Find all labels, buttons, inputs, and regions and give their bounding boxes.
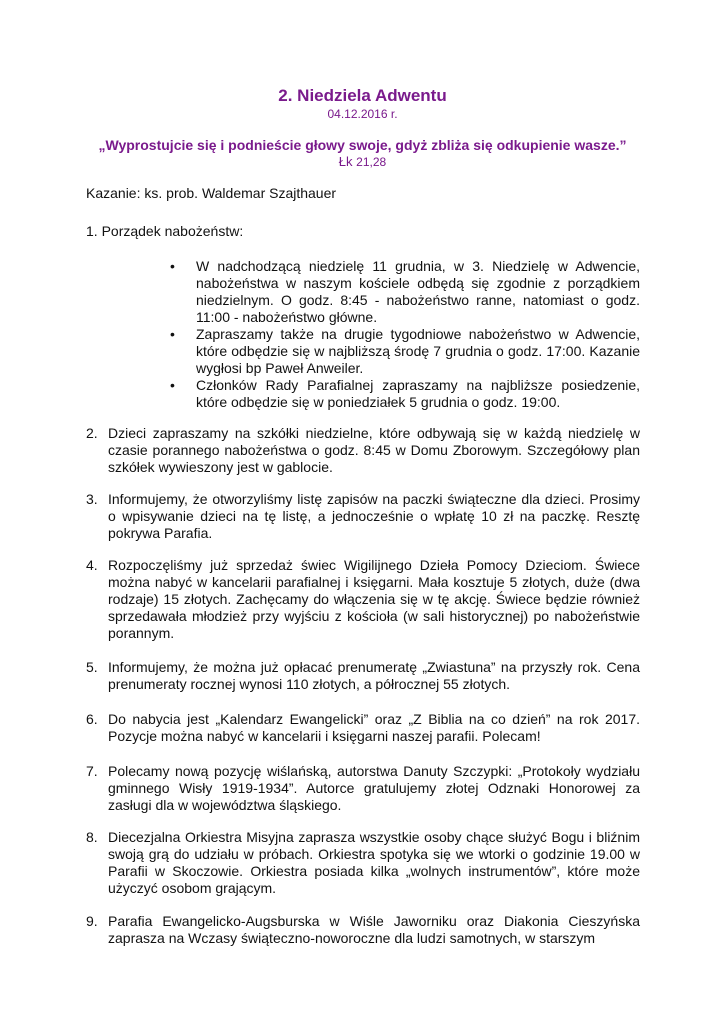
item-number: 3. xyxy=(86,491,98,507)
item-text: Polecamy nową pozycję wiślańską, autorstwa Danuty Szczypki: „Protokoły wydziału gminnego Wisły 1919-1934”. Autorce gratulujemy złotej Odznaki Honorowej za zasługi dla w województwa śląskiego. xyxy=(108,763,640,813)
announcement-item xyxy=(86,913,640,947)
item-number: 5. xyxy=(86,659,98,675)
item-number: 4. xyxy=(86,557,98,573)
page-date: 04.12.2016 r. xyxy=(327,107,398,121)
announcement-item xyxy=(86,763,640,814)
announcement-item xyxy=(86,829,640,897)
item-text: Diecezjalna Orkiestra Misyjna zaprasza wszystkie osoby chące służyć Bogu i bliźnim swoją grą do udziału w próbach. Orkiestra spotyka się we wtorki o godzinie 19.00 w Parafii w Skoczowie. Orkiestra posiada kilka „wolnych instrumentów”, które może użyczyć osobom grającym. xyxy=(108,829,640,896)
announcement-item xyxy=(86,711,640,745)
bullet-icon: • xyxy=(170,258,175,274)
page-title: 2. Niedziela Adwentu xyxy=(278,86,447,105)
bullet-icon: • xyxy=(170,326,175,342)
bible-reference-verse: 21,28 xyxy=(356,155,387,169)
item-text: Rozpoczęliśmy już sprzedaż świec Wigilijnego Dzieła Pomocy Dzieciom. Świece można nabyć w kancelarii parafialnej i księgarni. Mała kosztuje 5 złotych, duże (dwa rodzaje) 15 złotych. Zachęcamy do włączenia się w tę akcję. Świece będzie również sprzedawała młodzież przy wyjściu z kościoła (w sali historycznej) po nabożeństwie porannym. xyxy=(108,557,640,641)
bible-quote: „Wyprostujcie się i podnieście głowy swoje, gdyż zbliża się odkupienie wasze.” xyxy=(98,137,627,153)
bullet-list xyxy=(170,258,640,411)
section-heading: 1. Porządek nabożeństw: xyxy=(86,223,244,239)
item-number: 9. xyxy=(86,913,98,929)
list-item: • W nadchodzącą niedzielę 11 grudnia, w 3. Niedzielę w Adwencie, nabożeństwa w naszym kościele odbędą się zgodnie z porządkiem niedzielnym. O godz. 8:45 - nabożeństwo ranne, natomiast o godz. 11:00 - nabożeństwo główne. xyxy=(170,258,640,325)
list-item: • Zapraszamy także na drugie tygodniowe nabożeństwo w Adwencie, które odbędzie się w najbliższą środę 7 grudnia o godz. 17:00. Kazanie wygłosi bp Paweł Anweiler. xyxy=(170,326,640,376)
bible-reference xyxy=(0,154,725,169)
list-item: • Członków Rady Parafialnej zapraszamy na najbliższe posiedzenie, które odbędzie się w poniedziałek 5 grudnia o godz. 19:00. xyxy=(170,377,640,410)
bullet-icon: • xyxy=(170,377,175,393)
item-text: Informujemy, że można już opłacać prenumeratę „Zwiastuna” na przyszły rok. Cena prenumeraty rocznej wynosi 110 złotych, a półrocznej 55 złotych. xyxy=(108,659,640,692)
item-number: 7. xyxy=(86,763,98,779)
item-text: Informujemy, że otworzyliśmy listę zapisów na paczki świąteczne dla dzieci. Prosimy o wpisywanie dzieci na tę listę, a jednocześnie o wpłatę 10 zł na paczkę. Resztę pokrywa Parafia. xyxy=(108,491,640,541)
item-text: Parafia Ewangelicko-Augsburska w Wiśle Jaworniku oraz Diakonia Cieszyńska zaprasza na Wczasy świąteczno-noworoczne dla ludzi samotnych, w starszym xyxy=(108,913,640,946)
announcement-item xyxy=(86,491,640,542)
item-text: Dzieci zapraszamy na szkółki niedzielne, które odbywają się w każdą niedzielę w czasie porannego nabożeństwa o godz. 8:45 w Domu Zborowym. Szczegółowy plan szkółek wywieszony jest w gablocie. xyxy=(108,425,640,475)
item-number: 8. xyxy=(86,829,98,845)
announcement-item xyxy=(86,557,640,642)
item-text: Do nabycia jest „Kalendarz Ewangelicki” oraz „Z Biblia na co dzień” na rok 2017. Pozycje można nabyć w kancelarii i księgarni naszej parafii. Polecam! xyxy=(108,711,640,744)
item-number: 2. xyxy=(86,425,98,441)
item-number: 6. xyxy=(86,711,98,727)
announcement-item xyxy=(86,659,640,693)
bible-reference-book: Łk xyxy=(338,154,353,169)
announcement-item xyxy=(86,425,640,476)
sermon-line: Kazanie: ks. prob. Waldemar Szajthauer xyxy=(86,185,337,201)
